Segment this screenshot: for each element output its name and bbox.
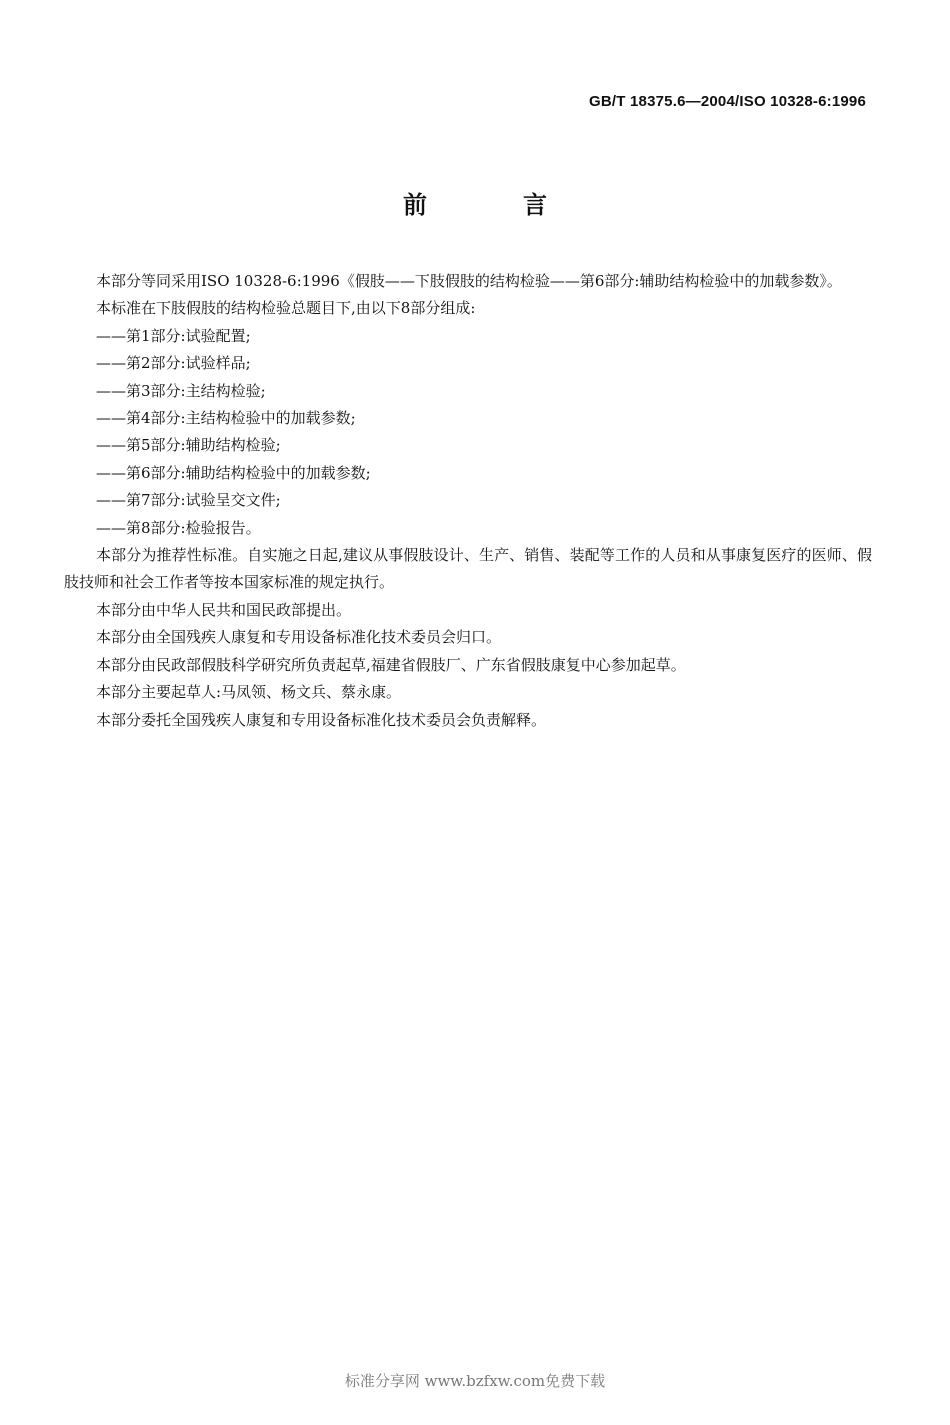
paragraph-interpretation: 本部分委托全国残疾人康复和专用设备标准化技术委员会负责解释。 [96,710,547,729]
paragraph-drafted-by: 本部分由民政部假肢科学研究所负责起草,福建省假肢厂、广东省假肢康复中心参加起草。 [96,655,686,674]
paragraph-drafters: 本部分主要起草人:马凤领、杨文兵、蔡永康。 [96,683,402,702]
footer-watermark: 标准分享网 www.bzfxw.com免费下载 [344,1372,606,1390]
list-item-part-2: ——第2部分:试验样品; [96,354,251,373]
standard-code: GB/T 18375.6—2004/ISO 10328-6:1996 [589,93,866,110]
paragraph-proposed-by: 本部分由中华人民共和国民政部提出。 [96,600,352,619]
list-item-part-4: ——第4部分:主结构检验中的加载参数; [96,409,356,428]
list-item-part-5: ——第5部分:辅助结构检验; [96,436,281,455]
paragraph-adoption: 本部分等同采用ISO 10328-6:1996《假肢——下肢假肢的结构检验——第6部分:辅助结构检验中的加载参数》。 [96,272,842,290]
paragraph-parts-intro: 本标准在下肢假肢的结构检验总题目下,由以下8部分组成: [96,299,476,318]
list-item-part-8: ——第8部分:检验报告。 [96,518,261,537]
list-item-part-6: ——第6部分:辅助结构检验中的加载参数; [96,463,371,482]
paragraph-recommended: 本部分为推荐性标准。自实施之日起,建议从事假肢设计、生产、销售、装配等工作的人员和从事康复医疗的医师、假肢技师和社会工作者等按本国家标准的规定执行。 [64,546,872,592]
foreword-body [64,268,872,734]
list-item-part-3: ——第3部分:主结构检验; [96,381,266,400]
page-title: 前 言 [403,191,583,219]
list-item-part-7: ——第7部分:试验呈交文件; [96,491,281,510]
list-item-part-1: ——第1部分:试验配置; [96,326,251,345]
paragraph-centralized-by: 本部分由全国残疾人康复和专用设备标准化技术委员会归口。 [96,628,502,647]
